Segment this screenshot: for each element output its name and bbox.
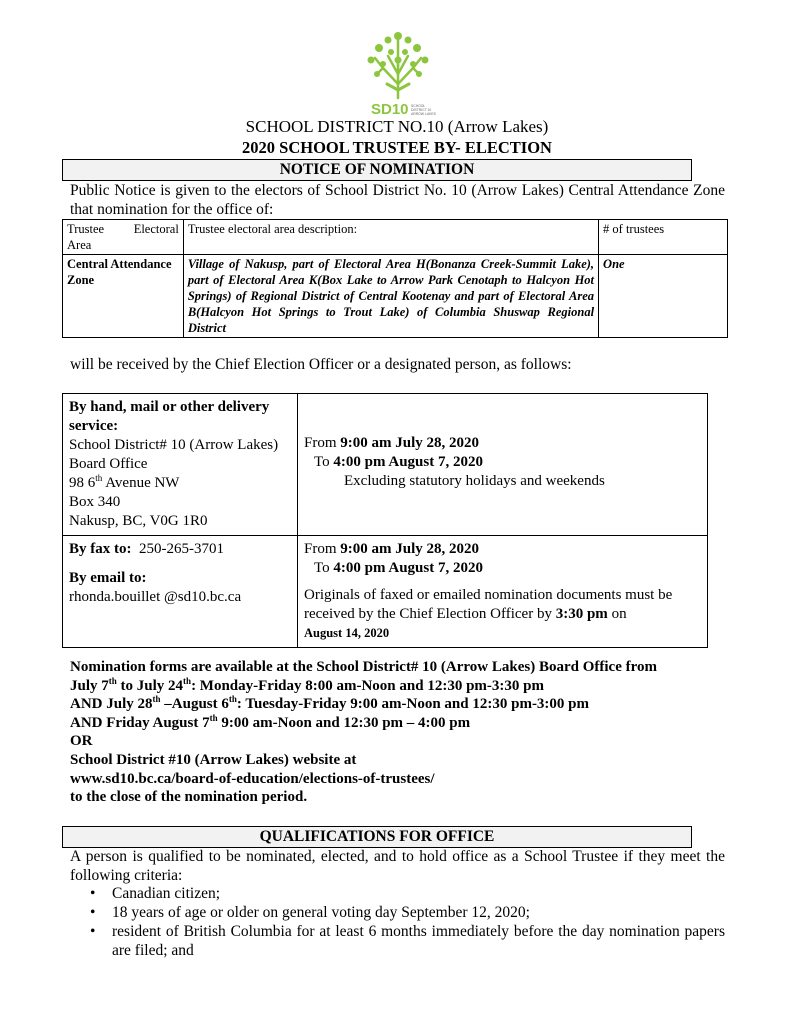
delivery-address-cell [63,394,298,536]
forms-line-3: AND July 28th –August 6th: Tuesday-Friday 9:00 am-Noon and 12:30 pm-3:00 pm [70,694,590,713]
header-area: Trustee Electoral Area [63,220,184,255]
area-description: Village of Nakusp, part of Electoral Area H(Bonanza Creek-Summit Lake), part of Electoral Area K(Box Lake to Arrow Park Cenotaph to Halcyon Hot Springs) of Regional District of Central Kootenay and part of Electoral Area B(Halcyon Hot Springs to Trout Lake) of Columbia Shuswap Regional District [183,255,598,338]
fax-email-row [63,536,708,648]
bullet-icon: • [90,885,96,902]
svg-text:SCHOOL: SCHOOL [411,104,426,108]
fax-from: From 9:00 am July 28, 2020 [304,541,480,557]
delivery-exclusion: Excluding statutory holidays and weekends [344,473,605,489]
nomination-forms-info [70,658,730,807]
svg-text:ARROW LAKES: ARROW LAKES [411,112,436,116]
originals-note: Originals of faxed or emailed nomination documents must be received by the Chief Election Officer by 3:30 pm on August 14, 2020 [304,587,673,640]
qualifications-intro: A person is qualified to be nominated, elected, and to hold office as a School Trustee if they meet the following criteria: [70,848,725,884]
forms-line-4: AND Friday August 7th 9:00 am-Noon and 12:30 pm – 4:00 pm [70,712,471,731]
area-name: Central Attendance Zone [63,255,184,338]
trustee-count: One [599,255,728,338]
received-text: will be received by the Chief Election Officer or a designated person, as follows: [70,356,572,373]
fax-to: To 4:00 pm August 7, 2020 [314,560,483,576]
delivery-to: To 4:00 pm August 7, 2020 [314,454,483,470]
address-box: Box 340 [69,494,121,510]
forms-line-8: to the close of the nomination period. [70,789,308,806]
bullet-icon: • [90,923,96,940]
delivery-from: From 9:00 am July 28, 2020 [304,435,480,451]
table-row [63,255,728,338]
header-count: # of trustees [599,220,728,255]
address-street: 98 6th Avenue NW [69,473,180,491]
qualifications-heading: QUALIFICATIONS FOR OFFICE [62,826,692,848]
fax-line: By fax to: 250-265-3701 [69,541,224,557]
logo-label: SD10 [371,101,409,118]
email-label: By email to: [69,570,147,586]
email-address[interactable]: rhonda.bouillet @sd10.bc.ca [69,589,242,605]
criteria-list [70,884,725,960]
fax-email-cell [63,536,298,648]
forms-line-6: School District #10 (Arrow Lakes) website at [70,751,357,768]
submission-table [62,393,708,648]
svg-text:DISTRICT 10: DISTRICT 10 [411,108,432,112]
sd10-logo [355,28,441,124]
electoral-area-table [62,219,728,338]
header-description: Trustee electoral area description: [183,220,598,255]
delivery-dates-cell [298,394,708,536]
list-item: • 18 years of age or older on general voting day September 12, 2020; [90,904,530,921]
fax-email-dates-cell [298,536,708,648]
forms-line-5: OR [70,733,93,750]
forms-line-1: Nomination forms are available at the School District# 10 (Arrow Lakes) Board Office from [70,659,657,675]
forms-line-2: July 7th to July 24th: Monday-Friday 8:00 am-Noon and 12:30 pm-3:30 pm [70,675,544,694]
election-title: 2020 SCHOOL TRUSTEE BY- ELECTION [242,138,552,157]
list-item: • Canadian citizen; [90,885,221,902]
district-title: SCHOOL DISTRICT NO.10 (Arrow Lakes) [245,117,549,136]
website-link[interactable]: www.sd10.bc.ca/board-of-education/elections-of-trustees/ [70,770,435,787]
address-city: Nakusp, BC, V0G 1R0 [69,513,208,529]
notice-intro: Public Notice is given to the electors of School District No. 10 (Arrow Lakes) Central Attendance Zone that nomination for the office of: [70,182,725,218]
bullet-icon: • [90,904,96,921]
address-office: School District# 10 (Arrow Lakes) Board Office [69,437,279,472]
notice-heading: NOTICE OF NOMINATION [62,159,692,181]
list-item: • resident of British Columbia for at least 6 months immediately before the day nomination papers are filed; and [90,923,725,959]
delivery-row [63,394,708,536]
delivery-method-label: By hand, mail or other delivery service: [69,399,270,434]
table-header-row [63,220,728,255]
tree-logo-icon [355,28,441,124]
